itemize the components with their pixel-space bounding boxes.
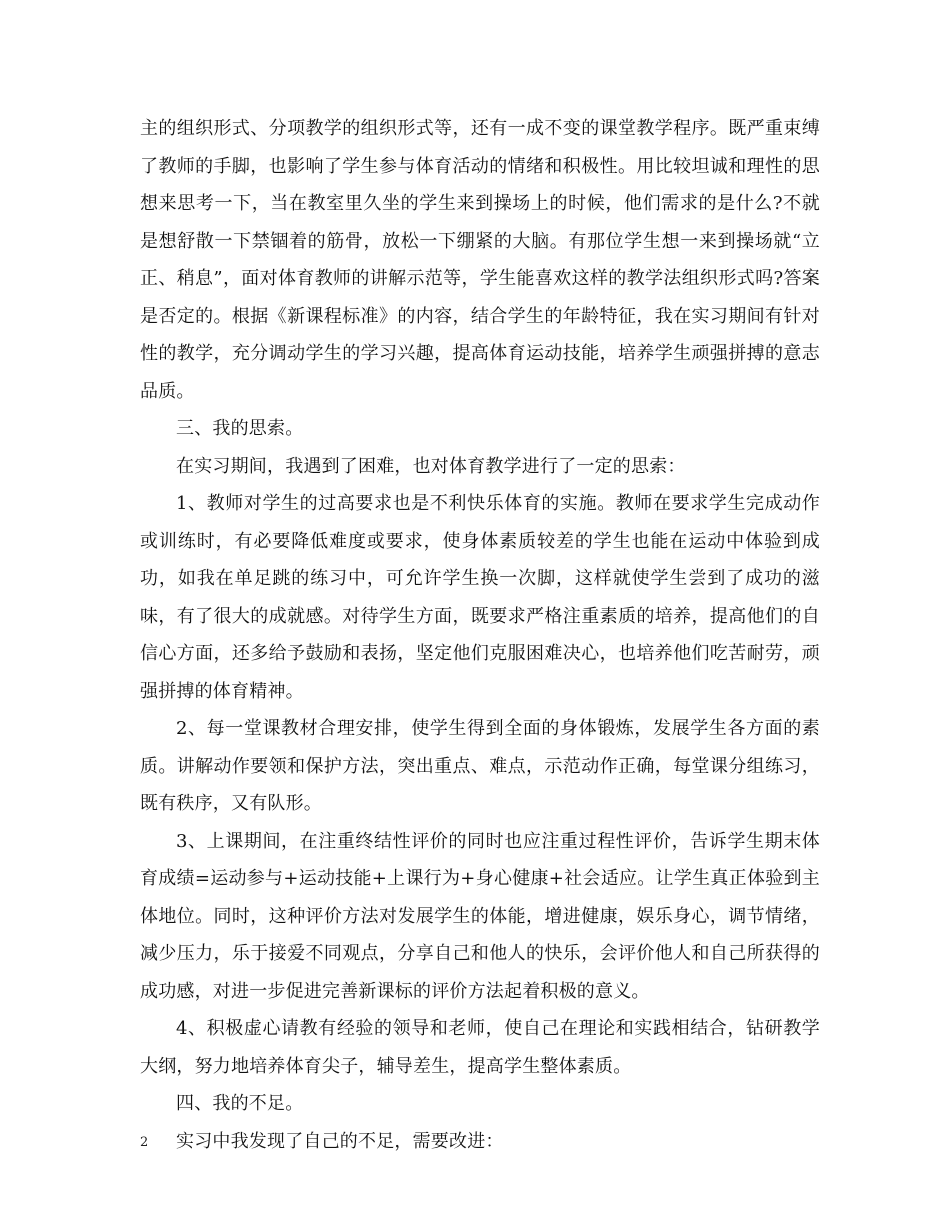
paragraph-point-2: 2、每一堂课教材合理安排，使学生得到全面的身体锻炼，发展学生各方面的素质。讲解动作要领和保护方法，突出重点、难点，示范动作正确，每堂课分组练习，既有秩序，又有队形。: [140, 718, 820, 814]
paragraph-point-4: 4、积极虚心请教有经验的领导和老师，使自己在理论和实践相结合，钻研教学大纲，努力地培养体育尖子，辅导差生，提高学生整体素质。: [140, 1018, 820, 1077]
document-body: [140, 110, 820, 1160]
paragraph-point-1: 1、教师对学生的过高要求也是不利快乐体育的实施。教师在要求学生完成动作或训练时，有必要降低难度或要求，使身体素质较差的学生也能在运动中体验到成功，如我在单足跳的练习中，可允许学生换一次脚，这样就使学生尝到了成功的滋味，有了很大的成就感。对待学生方面，既要求严格注重素质的培养，提高他们的自信心方面，还多给予鼓励和表扬，坚定他们克服困难决心，也培养他们吃苦耐劳，顽强拼搏的体育精神。: [140, 493, 820, 702]
paragraph-reflection-intro: 在实习期间，我遇到了困难，也对体育教学进行了一定的思索：: [176, 455, 686, 477]
page-number: 2: [140, 1135, 149, 1150]
paragraph-shortcomings-intro: 实习中我发现了自己的不足，需要改进：: [176, 1130, 504, 1152]
paragraph-continuation: 主的组织形式、分项教学的组织形式等，还有一成不变的课堂教学程序。既严重束缚了教师的手脚，也影响了学生参与体育活动的情绪和积极性。用比较坦诚和理性的思想来思考一下，当在教室里久坐的学生来到操场上的时候，他们需求的是什么?不就是想舒散一下禁锢着的筋骨，放松一下绷紧的大脑。有那位学生想一来到操场就“立正、稍息”，面对体育教师的讲解示范等，学生能喜欢这样的教学法组织形式吗?答案是否定的。根据《新课程标准》的内容，结合学生的年龄特征，我在实习期间有针对性的教学，充分调动学生的学习兴趣，提高体育运动技能，培养学生顽强拼搏的意志品质。: [140, 118, 820, 402]
paragraph-point-3: 3、上课期间，在注重终结性评价的同时也应注重过程性评价，告诉学生期末体育成绩=运动参与+运动技能+上课行为+身心健康+社会适应。让学生真正体验到主体地位。同时，这种评价方法对发展学生的体能，增进健康，娱乐身心，调节情绪，减少压力，乐于接爱不同观点，分享自己和他人的快乐，会评价他人和自己所获得的成功感，对进一步促进完善新课标的评价方法起着积极的意义。: [140, 830, 820, 1002]
section-heading-reflection: 三、我的思索。: [176, 418, 304, 439]
section-heading-shortcomings: 四、我的不足。: [176, 1093, 304, 1114]
